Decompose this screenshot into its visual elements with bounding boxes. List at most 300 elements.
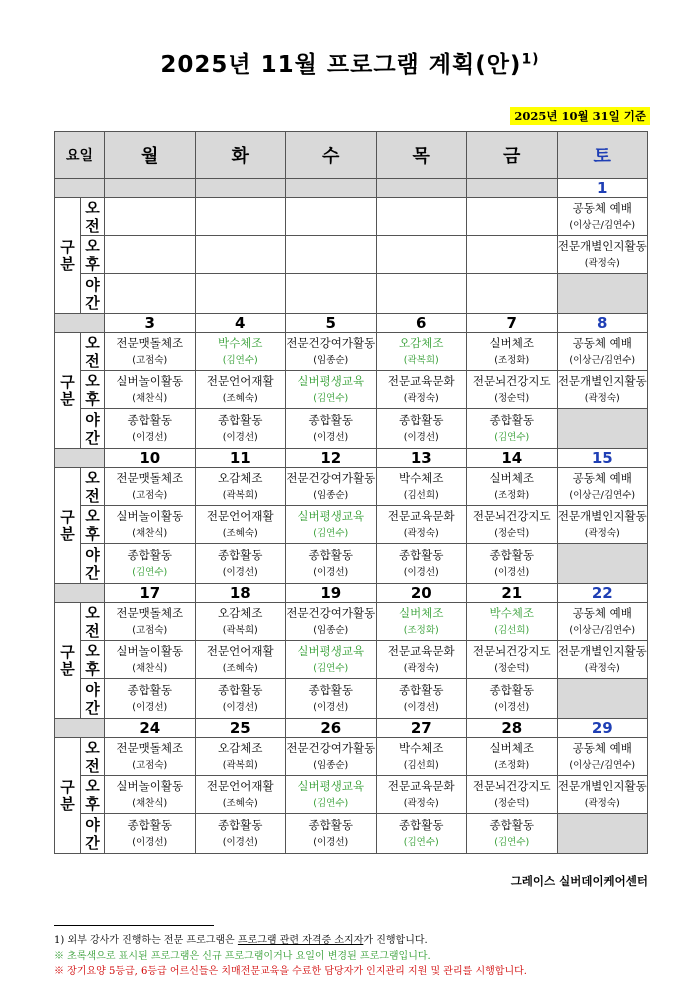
program-name: 종합활동	[399, 412, 444, 427]
program-cell	[105, 333, 196, 371]
slot-label-pm	[81, 506, 105, 544]
program-cell	[467, 468, 558, 506]
program-cell	[467, 776, 558, 814]
date-row-spacer	[55, 719, 105, 738]
program-cell	[195, 371, 286, 409]
footnote-1: 1) 외부 강사가 진행하는 전문 프로그램은 프로그램 관련 자격증 소지자가 진행합니다.	[54, 935, 428, 946]
instructor-name: (이상근/김연수)	[569, 219, 636, 231]
date-cell: 21	[467, 584, 558, 603]
slot-char: 오	[85, 776, 100, 795]
date-cell: 29	[557, 719, 648, 738]
program-cell	[105, 641, 196, 679]
program-name: 전문맷돌체조	[116, 470, 184, 485]
instructor-name: (김연수)	[313, 797, 349, 809]
program-name: 전문교육문화	[387, 373, 455, 388]
program-name: 전문맷돌체조	[116, 605, 184, 620]
gubun-char: 구	[60, 507, 75, 526]
date-cell: 18	[195, 584, 286, 603]
program-cell	[467, 544, 558, 584]
instructor-name: (임종순)	[313, 489, 349, 501]
date-row-spacer	[55, 314, 105, 333]
date-row-spacer	[55, 584, 105, 603]
slot-row-pm	[55, 641, 648, 679]
instructor-name: (채찬식)	[132, 662, 168, 674]
program-cell	[286, 371, 377, 409]
program-cell	[557, 641, 648, 679]
instructor-name: (고점숙)	[132, 759, 168, 771]
date-row	[55, 719, 648, 738]
program-cell	[467, 814, 558, 854]
program-name: 전문언어재활	[206, 643, 274, 658]
header-thu: 목	[376, 132, 467, 179]
date-cell: 6	[376, 314, 467, 333]
program-cell	[376, 641, 467, 679]
instructor-name: (이경선)	[313, 566, 349, 578]
instructor-name: (조혜숙)	[222, 797, 258, 809]
instructor-name: (이경선)	[222, 701, 258, 713]
program-name: 전문교육문화	[387, 643, 455, 658]
program-name: 실버놀이활동	[116, 373, 184, 388]
program-cell	[195, 603, 286, 641]
date-row	[55, 584, 648, 603]
header-row	[55, 132, 648, 179]
instructor-name: (곽정숙)	[403, 662, 439, 674]
program-cell	[105, 274, 196, 314]
slot-char: 오	[85, 603, 100, 622]
program-cell	[557, 468, 648, 506]
instructor-name: (정순덕)	[494, 392, 530, 404]
instructor-name: (김선희)	[403, 489, 439, 501]
slot-row-pm	[55, 236, 648, 274]
date-cell: 20	[376, 584, 467, 603]
program-cell	[557, 371, 648, 409]
program-cell	[467, 506, 558, 544]
program-name: 박수체조	[218, 335, 263, 350]
slot-char: 오	[85, 641, 100, 660]
program-name: 실버체조	[489, 740, 534, 755]
program-name: 종합활동	[218, 547, 263, 562]
date-cell	[195, 179, 286, 198]
program-cell	[286, 198, 377, 236]
program-name: 실버평생교육	[297, 508, 365, 523]
program-cell	[286, 738, 377, 776]
instructor-name: (김연수)	[494, 836, 530, 848]
program-cell	[467, 371, 558, 409]
program-cell	[557, 333, 648, 371]
program-cell	[557, 236, 648, 274]
program-name: 실버체조	[489, 470, 534, 485]
instructor-name: (곽정숙)	[584, 797, 620, 809]
program-cell	[195, 679, 286, 719]
slot-char: 후	[85, 254, 100, 273]
instructor-name: (임종순)	[313, 624, 349, 636]
instructor-name: (김선희)	[494, 624, 530, 636]
program-cell	[376, 679, 467, 719]
program-cell	[195, 409, 286, 449]
program-name: 전문건강여가활동	[286, 740, 376, 755]
program-cell	[105, 679, 196, 719]
program-name: 종합활동	[218, 817, 263, 832]
program-cell	[286, 333, 377, 371]
program-name: 종합활동	[308, 817, 353, 832]
program-name: 전문맷돌체조	[116, 335, 184, 350]
slot-row-pm	[55, 506, 648, 544]
program-name: 공동체 예배	[572, 335, 632, 350]
gubun-char: 구	[60, 642, 75, 661]
program-name: 실버평생교육	[297, 643, 365, 658]
program-name: 전문개별인지활동	[557, 373, 647, 388]
instructor-name: (임종순)	[313, 759, 349, 771]
date-cell: 28	[467, 719, 558, 738]
instructor-name: (김연수)	[132, 566, 168, 578]
instructor-name: (곽정숙)	[584, 257, 620, 269]
slot-row-night	[55, 679, 648, 719]
program-name: 오감체조	[218, 740, 263, 755]
program-cell	[557, 738, 648, 776]
program-cell	[195, 506, 286, 544]
instructor-name: (이경선)	[403, 566, 439, 578]
program-cell	[286, 814, 377, 854]
program-name: 종합활동	[399, 817, 444, 832]
program-name: 실버체조	[399, 605, 444, 620]
gubun-label	[55, 468, 81, 584]
instructor-name: (조정화)	[494, 354, 530, 366]
instructor-name: (김연수)	[222, 354, 258, 366]
program-name: 종합활동	[218, 682, 263, 697]
program-cell	[286, 603, 377, 641]
program-cell	[467, 236, 558, 274]
program-name: 종합활동	[127, 682, 172, 697]
program-cell	[105, 544, 196, 584]
program-cell	[467, 738, 558, 776]
schedule-table	[54, 131, 648, 854]
program-name: 종합활동	[218, 412, 263, 427]
program-name: 전문맷돌체조	[116, 740, 184, 755]
slot-label-pm	[81, 641, 105, 679]
instructor-name: (곽정숙)	[584, 662, 620, 674]
program-name: 오감체조	[218, 605, 263, 620]
program-cell	[376, 506, 467, 544]
slot-char: 후	[85, 659, 100, 678]
instructor-name: (이경선)	[494, 701, 530, 713]
date-row	[55, 179, 648, 198]
program-name: 전문뇌건강지도	[472, 373, 551, 388]
program-cell	[195, 544, 286, 584]
instructor-name: (이경선)	[403, 431, 439, 443]
program-cell	[286, 544, 377, 584]
instructor-name: (곽정숙)	[403, 797, 439, 809]
slot-char: 오	[85, 506, 100, 525]
slot-char: 전	[85, 621, 100, 640]
slot-label-night	[81, 409, 105, 449]
program-name: 전문언어재활	[206, 778, 274, 793]
gubun-label	[55, 333, 81, 449]
program-name: 공동체 예배	[572, 740, 632, 755]
instructor-name: (곽정숙)	[403, 392, 439, 404]
program-cell	[557, 814, 648, 854]
slot-row-night	[55, 409, 648, 449]
program-name: 박수체조	[399, 740, 444, 755]
program-cell	[467, 333, 558, 371]
slot-label-night	[81, 814, 105, 854]
program-cell	[376, 814, 467, 854]
slot-row-night	[55, 544, 648, 584]
instructor-name: (곽복희)	[403, 354, 439, 366]
gubun-label	[55, 198, 81, 314]
program-name: 실버평생교육	[297, 373, 365, 388]
slot-char: 후	[85, 524, 100, 543]
program-cell	[105, 236, 196, 274]
program-cell	[557, 776, 648, 814]
program-name: 전문건강여가활동	[286, 335, 376, 350]
slot-label-am	[81, 603, 105, 641]
program-cell	[557, 198, 648, 236]
instructor-name: (이상근/김연수)	[569, 354, 636, 366]
instructor-name: (곽복희)	[222, 759, 258, 771]
slot-label-pm	[81, 236, 105, 274]
date-cell: 3	[105, 314, 196, 333]
instructor-name: (조정화)	[494, 489, 530, 501]
date-cell: 22	[557, 584, 648, 603]
slot-char: 야	[85, 545, 100, 564]
instructor-name: (정순덕)	[494, 527, 530, 539]
date-cell: 26	[286, 719, 377, 738]
program-name: 종합활동	[489, 547, 534, 562]
instructor-name: (이경선)	[222, 566, 258, 578]
program-name: 전문뇌건강지도	[472, 643, 551, 658]
program-cell	[376, 468, 467, 506]
date-cell: 7	[467, 314, 558, 333]
instructor-name: (이경선)	[313, 836, 349, 848]
program-cell	[557, 274, 648, 314]
program-cell	[105, 738, 196, 776]
gubun-char: 분	[60, 794, 75, 813]
program-name: 전문건강여가활동	[286, 605, 376, 620]
program-cell	[376, 603, 467, 641]
program-cell	[195, 198, 286, 236]
header-wed: 수	[286, 132, 377, 179]
program-name: 전문언어재활	[206, 373, 274, 388]
instructor-name: (채찬식)	[132, 527, 168, 539]
program-name: 종합활동	[399, 682, 444, 697]
slot-char: 전	[85, 486, 100, 505]
instructor-name: (이경선)	[222, 836, 258, 848]
slot-char: 간	[85, 428, 100, 447]
program-cell	[105, 776, 196, 814]
instructor-name: (조정화)	[494, 759, 530, 771]
instructor-name: (조혜숙)	[222, 392, 258, 404]
slot-char: 전	[85, 216, 100, 235]
instructor-name: (김연수)	[494, 431, 530, 443]
program-cell	[286, 506, 377, 544]
slot-char: 간	[85, 293, 100, 312]
program-name: 종합활동	[489, 412, 534, 427]
program-cell	[195, 236, 286, 274]
date-row-spacer	[55, 449, 105, 468]
date-cell: 10	[105, 449, 196, 468]
gubun-char: 구	[60, 237, 75, 256]
instructor-name: (곽정숙)	[584, 392, 620, 404]
date-cell: 13	[376, 449, 467, 468]
instructor-name: (김선희)	[403, 759, 439, 771]
slot-char: 전	[85, 351, 100, 370]
program-name: 전문교육문화	[387, 508, 455, 523]
instructor-name: (김연수)	[403, 836, 439, 848]
program-name: 전문뇌건강지도	[472, 778, 551, 793]
date-cell: 27	[376, 719, 467, 738]
instructor-name: (김연수)	[313, 662, 349, 674]
slot-row-night	[55, 814, 648, 854]
slot-char: 오	[85, 236, 100, 255]
program-name: 박수체조	[489, 605, 534, 620]
header-mon: 월	[105, 132, 196, 179]
gubun-char: 분	[60, 524, 75, 543]
program-name: 종합활동	[489, 682, 534, 697]
slot-row-am	[55, 738, 648, 776]
slot-row-night	[55, 274, 648, 314]
program-cell	[105, 371, 196, 409]
program-cell	[286, 409, 377, 449]
date-cell: 19	[286, 584, 377, 603]
slot-char: 오	[85, 198, 100, 217]
slot-char: 오	[85, 333, 100, 352]
program-cell	[286, 274, 377, 314]
instructor-name: (이상근/김연수)	[569, 489, 636, 501]
program-cell	[105, 409, 196, 449]
slot-row-pm	[55, 776, 648, 814]
date-cell: 11	[195, 449, 286, 468]
program-name: 종합활동	[489, 817, 534, 832]
program-name: 종합활동	[399, 547, 444, 562]
program-name: 오감체조	[399, 335, 444, 350]
program-name: 종합활동	[308, 547, 353, 562]
program-cell	[467, 641, 558, 679]
slot-label-am	[81, 198, 105, 236]
program-cell	[105, 506, 196, 544]
program-cell	[557, 409, 648, 449]
program-cell	[105, 603, 196, 641]
program-cell	[376, 738, 467, 776]
program-name: 공동체 예배	[572, 470, 632, 485]
instructor-name: (이상근/김연수)	[569, 759, 636, 771]
program-cell	[195, 738, 286, 776]
program-cell	[376, 776, 467, 814]
program-name: 종합활동	[127, 412, 172, 427]
slot-char: 오	[85, 371, 100, 390]
program-name: 박수체조	[399, 470, 444, 485]
slot-row-am	[55, 198, 648, 236]
gubun-label	[55, 603, 81, 719]
gubun-char: 구	[60, 777, 75, 796]
date-row	[55, 449, 648, 468]
date-cell: 14	[467, 449, 558, 468]
slot-row-am	[55, 333, 648, 371]
slot-label-night	[81, 679, 105, 719]
program-name: 전문건강여가활동	[286, 470, 376, 485]
instructor-name: (이경선)	[313, 431, 349, 443]
date-cell: 5	[286, 314, 377, 333]
program-cell	[467, 409, 558, 449]
date-row	[55, 314, 648, 333]
date-cell: 25	[195, 719, 286, 738]
program-cell	[195, 274, 286, 314]
instructor-name: (이경선)	[313, 701, 349, 713]
slot-label-night	[81, 274, 105, 314]
program-cell	[376, 371, 467, 409]
header-sat: 토	[557, 132, 648, 179]
instructor-name: (정순덕)	[494, 797, 530, 809]
slot-char: 오	[85, 738, 100, 757]
instructor-name: (이경선)	[222, 431, 258, 443]
header-yoil: 요일	[55, 132, 105, 179]
program-name: 공동체 예배	[572, 605, 632, 620]
program-cell	[105, 814, 196, 854]
slot-char: 야	[85, 815, 100, 834]
program-cell	[286, 236, 377, 274]
center-name: 그레이스 실버데이케어센터	[510, 874, 648, 888]
date-cell: 24	[105, 719, 196, 738]
gubun-char: 구	[60, 372, 75, 391]
program-cell	[467, 198, 558, 236]
slot-char: 전	[85, 756, 100, 775]
date-cell: 17	[105, 584, 196, 603]
program-cell	[286, 641, 377, 679]
instructor-name: (이경선)	[403, 701, 439, 713]
date-cell	[286, 179, 377, 198]
instructor-name: (채찬식)	[132, 797, 168, 809]
instructor-name: (정순덕)	[494, 662, 530, 674]
program-cell	[557, 506, 648, 544]
date-cell: 8	[557, 314, 648, 333]
date-cell: 4	[195, 314, 286, 333]
program-cell	[286, 776, 377, 814]
program-cell	[467, 274, 558, 314]
slot-row-am	[55, 603, 648, 641]
slot-label-pm	[81, 776, 105, 814]
instructor-name: (곽정숙)	[403, 527, 439, 539]
page-title: 2025년 11월 프로그램 계획(안)$^{1)}$	[160, 51, 540, 78]
program-name: 종합활동	[308, 682, 353, 697]
program-cell	[195, 333, 286, 371]
instructor-name: (김연수)	[313, 392, 349, 404]
program-name: 실버체조	[489, 335, 534, 350]
header-fri: 금	[467, 132, 558, 179]
program-cell	[195, 468, 286, 506]
program-name: 전문언어재활	[206, 508, 274, 523]
slot-char: 야	[85, 680, 100, 699]
program-cell	[376, 198, 467, 236]
program-name: 종합활동	[127, 547, 172, 562]
header-tue: 화	[195, 132, 286, 179]
instructor-name: (임종순)	[313, 354, 349, 366]
footnote-red-note: ※ 장기요양 5등급, 6등급 어르신들은 치매전문교육을 수료한 담당자가 인지관리 지원 및 관리를 시행합니다.	[54, 966, 527, 977]
slot-label-am	[81, 468, 105, 506]
instructor-name: (조혜숙)	[222, 662, 258, 674]
program-cell	[376, 274, 467, 314]
program-cell	[557, 603, 648, 641]
footnote-divider	[54, 925, 214, 926]
instructor-name: (고점숙)	[132, 354, 168, 366]
program-cell	[376, 236, 467, 274]
slot-char: 후	[85, 794, 100, 813]
instructor-name: (이경선)	[132, 701, 168, 713]
program-cell	[376, 333, 467, 371]
program-name: 전문개별인지활동	[557, 238, 647, 253]
program-name: 실버놀이활동	[116, 508, 184, 523]
slot-label-night	[81, 544, 105, 584]
slot-char: 간	[85, 698, 100, 717]
program-name: 전문교육문화	[387, 778, 455, 793]
